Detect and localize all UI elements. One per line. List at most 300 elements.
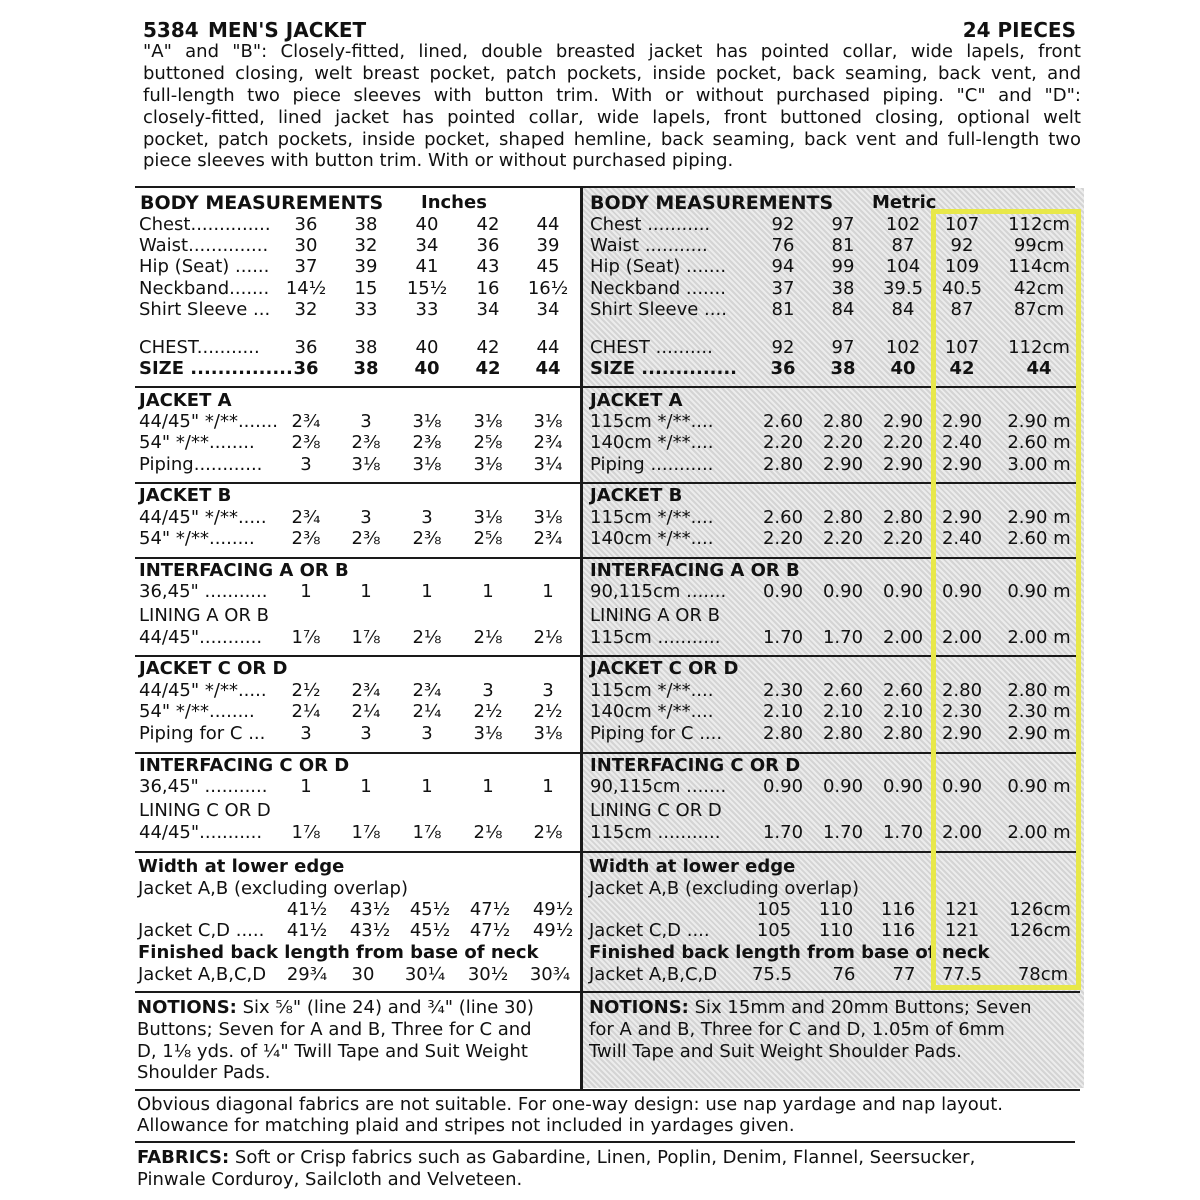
table-cell: 92 bbox=[950, 235, 974, 256]
table-row-label: 54" */**........ bbox=[139, 701, 255, 722]
width-value: 110 bbox=[818, 920, 854, 941]
table-row-label: Waist ........... bbox=[590, 235, 708, 256]
table-cell: 2.10 bbox=[822, 701, 864, 722]
table-cell: 92 bbox=[771, 337, 795, 358]
table-cell: 33 bbox=[415, 299, 439, 320]
table-cell: 2.60 bbox=[762, 411, 804, 432]
table-row-label: Piping for C .... bbox=[590, 723, 723, 744]
left-notions-label: NOTIONS: bbox=[137, 997, 237, 1018]
table-row-label: 140cm */**.... bbox=[590, 432, 714, 453]
table-cell: 39.5 bbox=[882, 278, 924, 299]
table-row-label: LINING C OR D bbox=[590, 800, 722, 821]
table-cell: 15½ bbox=[406, 278, 448, 299]
table-row-label: 140cm */**.... bbox=[590, 701, 714, 722]
table-cell: 2⅜ bbox=[291, 528, 321, 549]
right-width-heading: Width at lower edge bbox=[589, 856, 796, 877]
table-cell: 2.80 bbox=[762, 723, 804, 744]
back-length-value: 78cm bbox=[1017, 964, 1069, 985]
left-width-cd-label: Jacket C,D ..... bbox=[138, 920, 265, 941]
table-cell: 37 bbox=[294, 256, 318, 277]
table-cell: 42 bbox=[476, 214, 500, 235]
table-cell: 36 bbox=[770, 358, 796, 379]
table-row-label: INTERFACING C OR D bbox=[139, 755, 350, 776]
table-cell: 2.60 bbox=[882, 680, 924, 701]
table-cell: 39 bbox=[536, 235, 560, 256]
table-cell: 2.00 m bbox=[1007, 822, 1071, 843]
width-value: 121 bbox=[944, 920, 980, 941]
table-cell: 104 bbox=[885, 256, 921, 277]
table-row-label: 115cm */**.... bbox=[590, 507, 714, 528]
table-row-label: Chest ........... bbox=[590, 214, 711, 235]
table-cell: 2.20 bbox=[762, 528, 804, 549]
table-cell: 39 bbox=[354, 256, 378, 277]
width-value: 126cm bbox=[1009, 920, 1071, 941]
column-divider bbox=[580, 188, 583, 1090]
right-back-label: Jacket A,B,C,D bbox=[589, 964, 718, 985]
table-cell: 1.70 bbox=[822, 627, 864, 648]
table-cell: 2.60 m bbox=[1007, 432, 1071, 453]
table-row-label: Neckband....... bbox=[139, 278, 270, 299]
description-line: closely-fitted, lined jacket has pointed collar, wide lapels, front buttoned closing, optional welt bbox=[143, 107, 1081, 128]
table-cell: 2⅝ bbox=[473, 528, 503, 549]
table-cell: 2⅛ bbox=[533, 627, 563, 648]
table-cell: 43 bbox=[476, 256, 500, 277]
table-row-label: 44/45" */**....... bbox=[139, 411, 278, 432]
table-cell: 16½ bbox=[527, 278, 569, 299]
back-length-value: 77.5 bbox=[941, 964, 983, 985]
table-cell: 42 bbox=[475, 358, 501, 379]
left-width-ab-label: Jacket A,B (excluding overlap) bbox=[138, 878, 408, 899]
table-cell: 0.90 bbox=[941, 776, 983, 797]
table-cell: 0.90 bbox=[941, 581, 983, 602]
pattern-title: MEN'S JACKET bbox=[208, 18, 367, 42]
table-cell: 44 bbox=[536, 214, 560, 235]
left-unit-label: Inches bbox=[421, 192, 487, 213]
table-cell: 2.20 bbox=[762, 432, 804, 453]
table-cell: 3⅛ bbox=[473, 454, 503, 475]
table-cell: 1⅞ bbox=[351, 822, 381, 843]
table-cell: 1.70 bbox=[882, 822, 924, 843]
table-cell: 38 bbox=[831, 278, 855, 299]
table-row-label: 44/45"........... bbox=[139, 627, 263, 648]
table-cell: 40 bbox=[415, 214, 439, 235]
width-value: 116 bbox=[880, 899, 916, 920]
table-cell: 1 bbox=[300, 581, 312, 602]
table-cell: 2.90 bbox=[882, 454, 924, 475]
table-cell: 0.90 bbox=[822, 776, 864, 797]
table-cell: 2⅛ bbox=[412, 627, 442, 648]
width-value: 116 bbox=[880, 920, 916, 941]
table-cell: 2.90 m bbox=[1007, 411, 1071, 432]
width-value: 105 bbox=[756, 899, 792, 920]
description-line: buttoned closing, welt breast pocket, patch pockets, inside pocket, back seaming, back vent, and bbox=[143, 63, 1081, 84]
table-cell: 3 bbox=[300, 723, 312, 744]
header-rule bbox=[135, 186, 1075, 188]
table-cell: 84 bbox=[891, 299, 915, 320]
table-cell: 3.00 m bbox=[1007, 454, 1071, 475]
table-cell: 2¼ bbox=[412, 701, 442, 722]
table-row-label: Chest.............. bbox=[139, 214, 271, 235]
back-length-value: 30 bbox=[351, 964, 375, 985]
table-row-label: Shirt Sleeve .... bbox=[590, 299, 727, 320]
right-back-heading: Finished back length from base of neck bbox=[589, 942, 990, 963]
table-cell: 42 bbox=[949, 358, 975, 379]
right-notions-label: NOTIONS: bbox=[589, 997, 689, 1018]
right-notions-line: Twill Tape and Suit Weight Shoulder Pads. bbox=[589, 1041, 962, 1062]
table-cell: 45 bbox=[536, 256, 560, 277]
fabrics-line: Pinwale Corduroy, Sailcloth and Velveteen. bbox=[137, 1169, 523, 1190]
table-cell: 81 bbox=[831, 235, 855, 256]
highlight-box bbox=[931, 209, 1081, 990]
table-cell: 1 bbox=[482, 776, 494, 797]
description-line: full-length two piece sleeves with button trim. With or without purchased piping. "C" and "D": bbox=[143, 85, 1081, 106]
table-cell: 34 bbox=[536, 299, 560, 320]
table-row-label: JACKET B bbox=[139, 485, 232, 506]
table-row-label: Hip (Seat) ...... bbox=[139, 256, 270, 277]
table-row-label: 36,45" ........... bbox=[139, 581, 268, 602]
left-width-heading: Width at lower edge bbox=[138, 856, 345, 877]
table-cell: 2¾ bbox=[533, 432, 563, 453]
table-row-label: JACKET B bbox=[590, 485, 683, 506]
table-cell: 3⅛ bbox=[473, 411, 503, 432]
table-cell: 1.70 bbox=[762, 822, 804, 843]
table-cell: 97 bbox=[831, 214, 855, 235]
table-cell: 32 bbox=[354, 235, 378, 256]
table-cell: 32 bbox=[294, 299, 318, 320]
width-value: 47½ bbox=[469, 899, 511, 920]
table-row-label: Piping for C ... bbox=[139, 723, 266, 744]
table-cell: 3 bbox=[360, 723, 372, 744]
table-cell: 3⅛ bbox=[412, 411, 442, 432]
table-cell: 2¼ bbox=[291, 701, 321, 722]
fabrics-line: FABRICS: Soft or Crisp fabrics such as Gabardine, Linen, Poplin, Denim, Flannel, Seersucker, bbox=[137, 1147, 976, 1168]
table-cell: 2⅜ bbox=[351, 528, 381, 549]
width-value: 45½ bbox=[409, 920, 451, 941]
table-cell: 2⅜ bbox=[351, 432, 381, 453]
table-row-label: Neckband ....... bbox=[590, 278, 726, 299]
table-cell: 2⅝ bbox=[473, 432, 503, 453]
table-cell: 2.10 bbox=[882, 701, 924, 722]
table-row-label: JACKET A bbox=[590, 390, 683, 411]
back-length-value: 76 bbox=[832, 964, 856, 985]
back-length-value: 30½ bbox=[467, 964, 509, 985]
table-cell: 2.30 bbox=[762, 680, 804, 701]
table-cell: 3⅛ bbox=[533, 507, 563, 528]
table-cell: 3 bbox=[482, 680, 494, 701]
table-cell: 0.90 m bbox=[1007, 776, 1071, 797]
description-line: "A" and "B": Closely-fitted, lined, double breasted jacket has pointed collar, wide lapels, front bbox=[143, 41, 1081, 62]
table-cell: 3⅛ bbox=[533, 723, 563, 744]
table-cell: 1 bbox=[300, 776, 312, 797]
table-cell: 2½ bbox=[473, 701, 503, 722]
table-cell: 2.20 bbox=[822, 432, 864, 453]
table-row-label: LINING C OR D bbox=[139, 800, 271, 821]
back-length-value: 29¾ bbox=[286, 964, 328, 985]
table-cell: 3⅛ bbox=[412, 454, 442, 475]
table-cell: 2.80 bbox=[882, 507, 924, 528]
table-row-label: 44/45" */**..... bbox=[139, 507, 267, 528]
left-back-heading: Finished back length from base of neck bbox=[138, 942, 539, 963]
table-cell: 2¼ bbox=[351, 701, 381, 722]
table-cell: 112cm bbox=[1008, 214, 1070, 235]
table-cell: 2.00 bbox=[882, 627, 924, 648]
table-cell: 2.30 bbox=[941, 701, 983, 722]
table-cell: 2.90 m bbox=[1007, 723, 1071, 744]
table-row-label: 54" */**........ bbox=[139, 432, 255, 453]
right-notions-line: for A and B, Three for C and D, 1.05m of 6mm bbox=[589, 1019, 1005, 1040]
table-cell: 42 bbox=[476, 337, 500, 358]
table-cell: 87 bbox=[891, 235, 915, 256]
table-cell: 3 bbox=[360, 411, 372, 432]
left-body-heading: BODY MEASUREMENTS bbox=[140, 192, 384, 214]
table-cell: 16 bbox=[476, 278, 500, 299]
left-notions-line: NOTIONS: Six ⅝" (line 24) and ¾" (line 30) bbox=[137, 997, 534, 1018]
table-cell: 107 bbox=[944, 214, 980, 235]
back-length-value: 75.5 bbox=[751, 964, 793, 985]
width-value: 41½ bbox=[286, 920, 328, 941]
table-cell: 36 bbox=[294, 214, 318, 235]
table-cell: 38 bbox=[354, 337, 378, 358]
right-body-heading: BODY MEASUREMENTS bbox=[590, 192, 834, 214]
table-cell: 84 bbox=[831, 299, 855, 320]
table-cell: 44 bbox=[535, 358, 561, 379]
table-cell: 30 bbox=[294, 235, 318, 256]
table-cell: 97 bbox=[831, 337, 855, 358]
table-row-label: JACKET C OR D bbox=[139, 658, 288, 679]
right-width-cd-label: Jacket C,D .... bbox=[589, 920, 710, 941]
right-width-ab-label: Jacket A,B (excluding overlap) bbox=[589, 878, 859, 899]
table-row-label: 90,115cm ....... bbox=[590, 581, 727, 602]
table-cell: 3⅛ bbox=[473, 723, 503, 744]
table-cell: 1⅞ bbox=[291, 627, 321, 648]
left-notions-line: Buttons; Seven for A and B, Three for C and bbox=[137, 1019, 532, 1040]
table-cell: 1 bbox=[421, 581, 433, 602]
table-cell: 38 bbox=[830, 358, 856, 379]
table-row-label: Hip (Seat) ....... bbox=[590, 256, 727, 277]
left-notions-line: D, 1⅛ yds. of ¼" Twill Tape and Suit Weight bbox=[137, 1041, 528, 1062]
table-cell: 2⅜ bbox=[291, 432, 321, 453]
table-cell: 2.20 bbox=[822, 528, 864, 549]
table-cell: 36 bbox=[294, 337, 318, 358]
table-cell: 44 bbox=[536, 337, 560, 358]
table-cell: 40 bbox=[890, 358, 916, 379]
table-cell: 2.90 m bbox=[1007, 507, 1071, 528]
table-cell: 2¾ bbox=[291, 507, 321, 528]
piece-count: 24 PIECES bbox=[962, 18, 1076, 42]
table-cell: 0.90 bbox=[882, 581, 924, 602]
table-cell: 2¾ bbox=[412, 680, 442, 701]
description-line: piece sleeves with button trim. With or without purchased piping. bbox=[143, 150, 734, 171]
back-length-value: 30¼ bbox=[404, 964, 446, 985]
width-value: 49½ bbox=[532, 920, 574, 941]
table-cell: 2.80 bbox=[822, 411, 864, 432]
table-cell: 2⅛ bbox=[473, 627, 503, 648]
width-value: 121 bbox=[944, 899, 980, 920]
table-cell: 3⅛ bbox=[473, 507, 503, 528]
table-row-label: 115cm ........... bbox=[590, 627, 721, 648]
table-cell: 3 bbox=[421, 507, 433, 528]
table-cell: 2.60 bbox=[822, 680, 864, 701]
table-cell: 40 bbox=[415, 337, 439, 358]
table-cell: 2½ bbox=[291, 680, 321, 701]
table-cell: 36 bbox=[476, 235, 500, 256]
table-cell: 2.40 bbox=[941, 432, 983, 453]
table-cell: 38 bbox=[354, 214, 378, 235]
table-cell: 1 bbox=[542, 581, 554, 602]
table-cell: 1⅞ bbox=[291, 822, 321, 843]
table-cell: 2.90 bbox=[941, 411, 983, 432]
table-cell: 2¾ bbox=[291, 411, 321, 432]
table-rule bbox=[135, 1141, 1075, 1143]
table-cell: 114cm bbox=[1008, 256, 1070, 277]
table-row-label: JACKET A bbox=[139, 390, 232, 411]
table-cell: 2.00 bbox=[941, 627, 983, 648]
table-cell: 1.70 bbox=[762, 627, 804, 648]
back-length-value: 77 bbox=[892, 964, 916, 985]
table-row-label: CHEST .......... bbox=[590, 337, 713, 358]
table-cell: 99cm bbox=[1013, 235, 1065, 256]
table-cell: 0.90 bbox=[762, 776, 804, 797]
table-cell: 14½ bbox=[285, 278, 327, 299]
table-row-label: 36,45" ........... bbox=[139, 776, 268, 797]
table-row-label: LINING A OR B bbox=[139, 605, 270, 626]
table-cell: 3⅛ bbox=[351, 454, 381, 475]
table-row-label: SIZE ............... bbox=[139, 358, 293, 379]
table-row-label: 115cm */**.... bbox=[590, 411, 714, 432]
table-cell: 0.90 bbox=[882, 776, 924, 797]
table-row-label: 140cm */**.... bbox=[590, 528, 714, 549]
table-row-label: 54" */**........ bbox=[139, 528, 255, 549]
table-cell: 1 bbox=[421, 776, 433, 797]
table-cell: 2⅜ bbox=[412, 432, 442, 453]
width-value: 41½ bbox=[286, 899, 328, 920]
table-cell: 81 bbox=[771, 299, 795, 320]
back-length-value: 30¾ bbox=[529, 964, 571, 985]
table-cell: 2.30 m bbox=[1007, 701, 1071, 722]
width-value: 45½ bbox=[409, 899, 451, 920]
table-cell: 42cm bbox=[1013, 278, 1065, 299]
table-rule bbox=[135, 1089, 1080, 1091]
width-value: 43½ bbox=[349, 920, 391, 941]
table-cell: 3 bbox=[360, 507, 372, 528]
width-value: 110 bbox=[818, 899, 854, 920]
table-cell: 3⅛ bbox=[533, 411, 563, 432]
table-cell: 76 bbox=[771, 235, 795, 256]
table-cell: 1⅞ bbox=[351, 627, 381, 648]
table-row-label: 90,115cm ....... bbox=[590, 776, 727, 797]
table-cell: 102 bbox=[885, 214, 921, 235]
table-cell: 34 bbox=[476, 299, 500, 320]
table-cell: 40 bbox=[414, 358, 440, 379]
table-cell: 3 bbox=[542, 680, 554, 701]
table-cell: 99 bbox=[831, 256, 855, 277]
table-cell: 1 bbox=[360, 581, 372, 602]
width-value: 105 bbox=[756, 920, 792, 941]
table-cell: 1⅞ bbox=[412, 822, 442, 843]
table-cell: 2.00 m bbox=[1007, 627, 1071, 648]
table-row-label: SIZE .............. bbox=[590, 358, 738, 379]
table-row-label: 115cm */**.... bbox=[590, 680, 714, 701]
table-cell: 2.90 bbox=[882, 411, 924, 432]
table-cell: 36 bbox=[293, 358, 319, 379]
width-value: 47½ bbox=[469, 920, 511, 941]
table-cell: 34 bbox=[415, 235, 439, 256]
table-row-label: Waist.............. bbox=[139, 235, 269, 256]
table-cell: 0.90 bbox=[822, 581, 864, 602]
table-cell: 2.80 bbox=[822, 507, 864, 528]
table-row-label: INTERFACING A OR B bbox=[139, 560, 349, 581]
table-cell: 2.10 bbox=[762, 701, 804, 722]
table-cell: 3 bbox=[300, 454, 312, 475]
left-notions-line: Shoulder Pads. bbox=[137, 1062, 271, 1083]
width-value: 43½ bbox=[349, 899, 391, 920]
table-cell: 0.90 m bbox=[1007, 581, 1071, 602]
table-cell: 2.60 m bbox=[1007, 528, 1071, 549]
fabrics-label: FABRICS: bbox=[137, 1147, 230, 1168]
footer-note-line: Obvious diagonal fabrics are not suitable. For one-way design: use nap yardage and nap layout. bbox=[137, 1094, 1003, 1115]
table-cell: 38 bbox=[353, 358, 379, 379]
table-cell: 40.5 bbox=[941, 278, 983, 299]
right-unit-label: Metric bbox=[872, 192, 937, 213]
left-back-label: Jacket A,B,C,D bbox=[138, 964, 267, 985]
table-row-label: LINING A OR B bbox=[590, 605, 721, 626]
table-cell: 3 bbox=[421, 723, 433, 744]
description-line: pocket, patch pockets, inside pocket, shaped hemline, back seaming, back vent and full-length two bbox=[143, 129, 1081, 150]
table-row-label: 44/45"........... bbox=[139, 822, 263, 843]
table-cell: 94 bbox=[771, 256, 795, 277]
table-cell: 2½ bbox=[533, 701, 563, 722]
table-cell: 2.60 bbox=[762, 507, 804, 528]
table-cell: 87cm bbox=[1013, 299, 1065, 320]
table-cell: 1 bbox=[542, 776, 554, 797]
pattern-number: 5384 bbox=[143, 18, 199, 42]
table-cell: 2.90 bbox=[941, 454, 983, 475]
table-cell: 2.20 bbox=[882, 432, 924, 453]
table-rule bbox=[135, 991, 1080, 993]
width-value: 49½ bbox=[532, 899, 574, 920]
table-cell: 2⅛ bbox=[533, 822, 563, 843]
table-row-label: 44/45" */**..... bbox=[139, 680, 267, 701]
table-cell: 102 bbox=[885, 337, 921, 358]
table-cell: 109 bbox=[944, 256, 980, 277]
table-cell: 2⅛ bbox=[473, 822, 503, 843]
table-cell: 2¾ bbox=[351, 680, 381, 701]
table-row-label: INTERFACING A OR B bbox=[590, 560, 800, 581]
right-notions-line: NOTIONS: Six 15mm and 20mm Buttons; Seven bbox=[589, 997, 1032, 1018]
table-row-label: JACKET C OR D bbox=[590, 658, 739, 679]
table-cell: 2.00 bbox=[941, 822, 983, 843]
footer-note-line: Allowance for matching plaid and stripes not included in yardages given. bbox=[137, 1115, 795, 1136]
table-cell: 2.20 bbox=[882, 528, 924, 549]
table-cell: 3¼ bbox=[533, 454, 563, 475]
table-cell: 2.90 bbox=[822, 454, 864, 475]
table-cell: 87 bbox=[950, 299, 974, 320]
table-cell: 112cm bbox=[1008, 337, 1070, 358]
table-cell: 2.80 bbox=[762, 454, 804, 475]
table-cell: 2.90 bbox=[941, 723, 983, 744]
table-cell: 1 bbox=[482, 581, 494, 602]
table-cell: 15 bbox=[354, 278, 378, 299]
width-value: 126cm bbox=[1009, 899, 1071, 920]
table-cell: 2¾ bbox=[533, 528, 563, 549]
table-row-label: INTERFACING C OR D bbox=[590, 755, 801, 776]
table-cell: 37 bbox=[771, 278, 795, 299]
table-row-label: Piping............ bbox=[139, 454, 263, 475]
table-cell: 2⅜ bbox=[412, 528, 442, 549]
table-row-label: 115cm ........... bbox=[590, 822, 721, 843]
table-row-label: Piping ........... bbox=[590, 454, 714, 475]
table-cell: 2.80 m bbox=[1007, 680, 1071, 701]
